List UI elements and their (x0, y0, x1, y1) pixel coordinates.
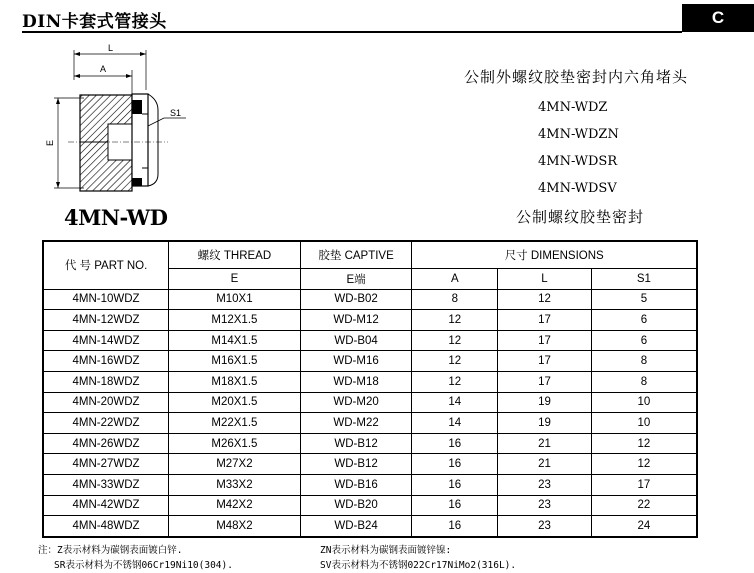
footnote: SR表示材料为不锈钢06Cr19Ni10(304). (54, 560, 233, 571)
header-part-no: 代 号 PART NO. (43, 241, 169, 289)
cell-part: 4MN-18WDZ (43, 371, 169, 392)
table-row (43, 413, 697, 434)
dim-A-label: A (100, 64, 107, 74)
cell-captive: WD-B24 (300, 516, 412, 537)
cell-thread: M20X1.5 (169, 392, 301, 413)
header-captive-sub: E端 (300, 269, 412, 290)
cell-l: 19 (498, 413, 592, 434)
cell-a: 12 (412, 310, 498, 331)
table-row (43, 516, 697, 537)
footnote: SV表示材料为不锈钢022Cr17NiMo2(316L). (320, 560, 517, 571)
model-code: 4MN-WDSV (538, 181, 617, 196)
cell-thread: M14X1.5 (169, 330, 301, 351)
cell-s1: 10 (591, 392, 697, 413)
cell-captive: WD-B12 (300, 433, 412, 454)
cell-thread: M12X1.5 (169, 310, 301, 331)
fitting-drawing (38, 40, 188, 200)
header-divider (22, 31, 682, 33)
cell-captive: WD-B16 (300, 474, 412, 495)
header-thread: 螺纹 THREAD (169, 241, 301, 269)
cell-a: 16 (412, 516, 498, 537)
cell-s1: 12 (591, 433, 697, 454)
cell-a: 12 (412, 371, 498, 392)
cell-a: 14 (412, 413, 498, 434)
footnote: 注：Z表示材料为碳钢表面镀白锌. (38, 545, 183, 556)
table-row (43, 392, 697, 413)
table-row (43, 454, 697, 475)
cell-captive: WD-M20 (300, 392, 412, 413)
cell-captive: WD-B04 (300, 330, 412, 351)
dim-L-label: L (108, 43, 114, 53)
table-row (43, 474, 697, 495)
cell-l: 17 (498, 330, 592, 351)
cell-captive: WD-M16 (300, 351, 412, 372)
cell-captive: WD-M18 (300, 371, 412, 392)
cell-thread: M42X2 (169, 495, 301, 516)
cell-l: 17 (498, 310, 592, 331)
header-dimensions: 尺寸 DIMENSIONS (412, 241, 697, 269)
header-captive: 胶垫 CAPTIVE (300, 241, 412, 269)
footnote: ZN表示材料为碳钢表面镀锌镍: (320, 545, 452, 556)
cell-l: 21 (498, 433, 592, 454)
cell-l: 23 (498, 516, 592, 537)
cell-a: 16 (412, 495, 498, 516)
cell-thread: M18X1.5 (169, 371, 301, 392)
cell-part: 4MN-12WDZ (43, 310, 169, 331)
table-row (43, 330, 697, 351)
cell-l: 21 (498, 454, 592, 475)
cell-a: 8 (412, 289, 498, 310)
cell-s1: 5 (591, 289, 697, 310)
cell-captive: WD-M22 (300, 413, 412, 434)
header-bar (22, 4, 754, 30)
cell-part: 4MN-27WDZ (43, 454, 169, 475)
table-row (43, 351, 697, 372)
cell-thread: M16X1.5 (169, 351, 301, 372)
cell-s1: 8 (591, 371, 697, 392)
dim-E-label: E (45, 139, 55, 146)
header-dim-a: A (412, 269, 498, 290)
cell-s1: 8 (591, 351, 697, 372)
cell-l: 17 (498, 351, 592, 372)
cell-part: 4MN-16WDZ (43, 351, 169, 372)
header-thread-sub: E (169, 269, 301, 290)
cell-s1: 17 (591, 474, 697, 495)
cell-captive: WD-B02 (300, 289, 412, 310)
cell-l: 17 (498, 371, 592, 392)
product-title: 公制外螺纹胶垫密封内六角堵头 (464, 69, 689, 86)
cell-a: 12 (412, 330, 498, 351)
cell-a: 14 (412, 392, 498, 413)
product-subtitle: 公制螺纹胶垫密封 (516, 209, 645, 226)
section-badge: C (682, 4, 754, 32)
cell-thread: M10X1 (169, 289, 301, 310)
page-title: DIN卡套式管接头 (22, 12, 167, 32)
cell-a: 16 (412, 474, 498, 495)
cell-s1: 10 (591, 413, 697, 434)
cell-part: 4MN-22WDZ (43, 413, 169, 434)
cell-captive: WD-M12 (300, 310, 412, 331)
cell-thread: M22X1.5 (169, 413, 301, 434)
cell-a: 16 (412, 454, 498, 475)
table-row (43, 289, 697, 310)
cell-s1: 22 (591, 495, 697, 516)
cell-s1: 6 (591, 310, 697, 331)
cell-part: 4MN-26WDZ (43, 433, 169, 454)
cell-l: 19 (498, 392, 592, 413)
header-dim-s1: S1 (591, 269, 697, 290)
cell-l: 12 (498, 289, 592, 310)
cell-s1: 24 (591, 516, 697, 537)
model-code: 4MN-WDSR (538, 154, 618, 169)
cell-part: 4MN-14WDZ (43, 330, 169, 351)
model-label: 4MN-WD (64, 205, 168, 230)
cell-thread: M26X1.5 (169, 433, 301, 454)
cell-thread: M48X2 (169, 516, 301, 537)
table-row (43, 433, 697, 454)
cell-part: 4MN-10WDZ (43, 289, 169, 310)
cell-part: 4MN-42WDZ (43, 495, 169, 516)
cell-s1: 6 (591, 330, 697, 351)
cell-s1: 12 (591, 454, 697, 475)
cell-captive: WD-B12 (300, 454, 412, 475)
table-row (43, 371, 697, 392)
header-dim-l: L (498, 269, 592, 290)
cell-l: 23 (498, 495, 592, 516)
spec-table (42, 240, 698, 538)
cell-part: 4MN-33WDZ (43, 474, 169, 495)
cell-captive: WD-B20 (300, 495, 412, 516)
model-code: 4MN-WDZ (538, 100, 608, 115)
table-row (43, 310, 697, 331)
dim-S1-label: S1 (170, 108, 182, 118)
cell-a: 12 (412, 351, 498, 372)
cell-thread: M27X2 (169, 454, 301, 475)
cell-l: 23 (498, 474, 592, 495)
model-code: 4MN-WDZN (538, 127, 619, 142)
cell-part: 4MN-48WDZ (43, 516, 169, 537)
table-row (43, 495, 697, 516)
cell-thread: M33X2 (169, 474, 301, 495)
cell-a: 16 (412, 433, 498, 454)
cell-part: 4MN-20WDZ (43, 392, 169, 413)
